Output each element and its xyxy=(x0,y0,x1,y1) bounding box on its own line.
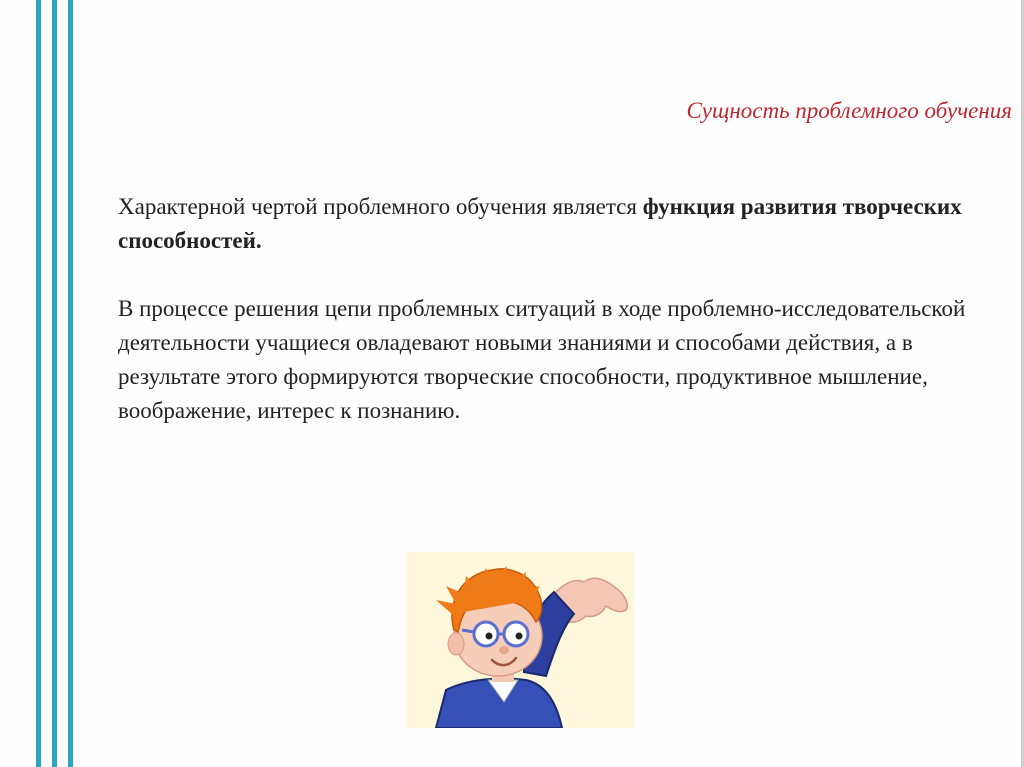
decorative-stripe-left-1 xyxy=(36,0,41,767)
paragraph-characteristic-text: Характерной чертой проблемного обучения является xyxy=(118,194,643,219)
decorative-stripe-left-3 xyxy=(68,0,73,767)
cartoon-boy-icon xyxy=(406,552,634,728)
paragraph-characteristic xyxy=(118,190,978,258)
slide-body xyxy=(118,190,978,428)
boy-raising-hand-illustration xyxy=(406,552,634,728)
decorative-stripe-left-2 xyxy=(52,0,57,767)
slide-title: Сущность проблемного обучения xyxy=(686,98,1012,123)
paragraph-characteristic-emphasis: функция развития творческих способностей. xyxy=(118,194,962,253)
paragraph-process: В процессе решения цепи проблемных ситуаций в ходе проблемно-исследовательской деятельности учащиеся овладевают новыми знаниями и способами действия, а в результате этого формируются творческие способности, продуктивное мышление, воображение, интерес к познанию. xyxy=(118,296,966,423)
